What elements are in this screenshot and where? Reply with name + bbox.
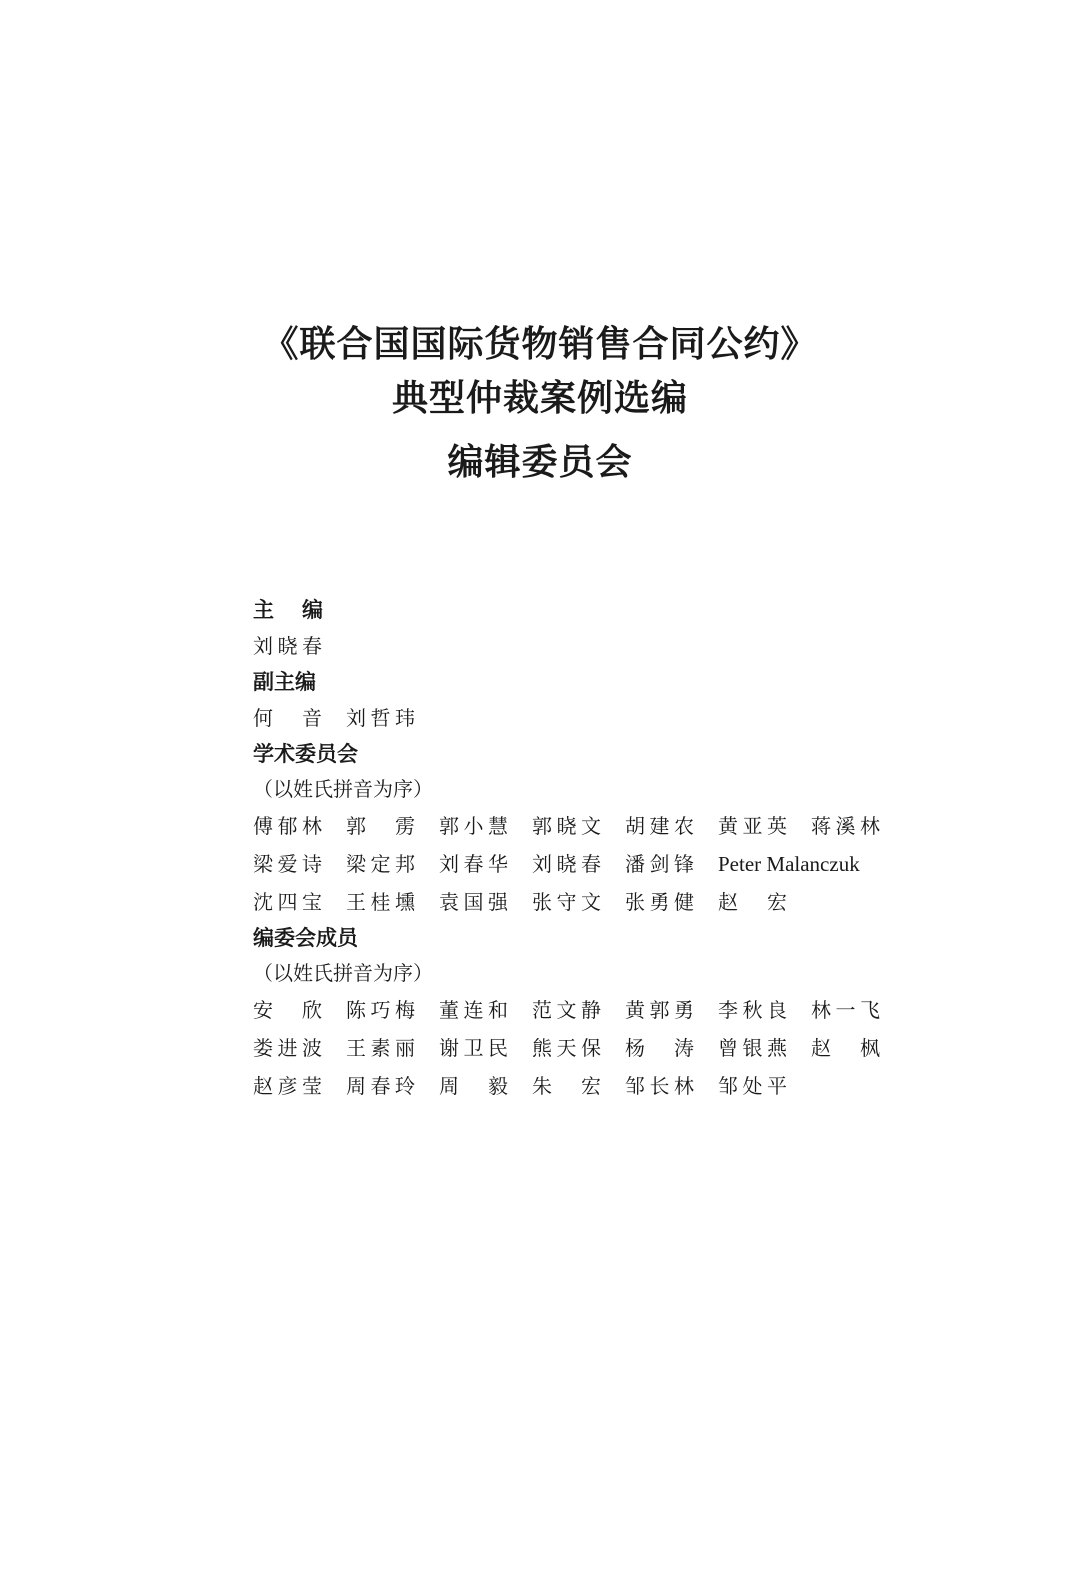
person-name: 郭雳 bbox=[346, 814, 416, 838]
person-name: 张守文 bbox=[532, 890, 602, 914]
person-name: 赵彦莹 bbox=[253, 1074, 323, 1098]
section-heading: 副主编 bbox=[253, 670, 316, 694]
title-line-3: 编辑委员会 bbox=[447, 442, 633, 483]
title-line-2: 典型仲裁案例选编 bbox=[391, 378, 688, 419]
person-name: 陈巧梅 bbox=[346, 998, 416, 1022]
person-name: 赵枫 bbox=[811, 1036, 881, 1060]
section-heading: 学术委员会 bbox=[253, 742, 358, 766]
person-name: 刘晓春 bbox=[253, 634, 323, 658]
person-name: 周毅 bbox=[439, 1074, 509, 1098]
person-name: 潘剑锋 bbox=[625, 852, 695, 876]
name-list bbox=[253, 699, 913, 737]
person-name: 杨涛 bbox=[625, 1036, 695, 1060]
person-name: 黄郭勇 bbox=[625, 998, 695, 1022]
name-list bbox=[253, 991, 913, 1105]
title-block bbox=[0, 318, 1080, 490]
person-name: 赵宏 bbox=[718, 890, 788, 914]
person-name: 袁国强 bbox=[439, 890, 509, 914]
person-name: 蒋溪林 bbox=[811, 814, 881, 838]
person-name: 范文静 bbox=[532, 998, 602, 1022]
committee-content bbox=[253, 593, 913, 1105]
name-list bbox=[253, 627, 913, 665]
person-name: 梁定邦 bbox=[346, 852, 416, 876]
person-name: 郭小慧 bbox=[439, 814, 509, 838]
person-name: 周春玲 bbox=[346, 1074, 416, 1098]
person-name: 娄进波 bbox=[253, 1036, 323, 1060]
person-name: 朱宏 bbox=[532, 1074, 602, 1098]
person-name: 林一飞 bbox=[811, 998, 881, 1022]
person-name: 刘哲玮 bbox=[346, 706, 416, 730]
person-name: 傅郁林 bbox=[253, 814, 323, 838]
person-name: 梁爱诗 bbox=[253, 852, 323, 876]
section-academic-committee bbox=[253, 737, 913, 921]
person-name: 张勇健 bbox=[625, 890, 695, 914]
person-name: 何音 bbox=[253, 706, 323, 730]
person-name: Peter Malanczuk bbox=[718, 852, 860, 876]
section-editor-in-chief bbox=[253, 593, 913, 665]
order-note: （以姓氏拼音为序） bbox=[253, 777, 433, 801]
person-name: 李秋良 bbox=[718, 998, 788, 1022]
person-name: 刘春华 bbox=[439, 852, 509, 876]
title-line-1: 《联合国国际货物销售合同公约》 bbox=[262, 324, 818, 365]
person-name: 刘晓春 bbox=[532, 852, 602, 876]
section-heading: 主编 bbox=[253, 598, 323, 622]
person-name: 邹长林 bbox=[625, 1074, 695, 1098]
person-name: 邹处平 bbox=[718, 1074, 788, 1098]
person-name: 王素丽 bbox=[346, 1036, 416, 1060]
person-name: 郭晓文 bbox=[532, 814, 602, 838]
section-deputy-editors bbox=[253, 665, 913, 737]
person-name: 胡建农 bbox=[625, 814, 695, 838]
section-editorial-members bbox=[253, 921, 913, 1105]
person-name: 曾银燕 bbox=[718, 1036, 788, 1060]
person-name: 董连和 bbox=[439, 998, 509, 1022]
person-name: 黄亚英 bbox=[718, 814, 788, 838]
section-heading: 编委会成员 bbox=[253, 926, 358, 950]
name-list bbox=[253, 807, 913, 921]
person-name: 熊天保 bbox=[532, 1036, 602, 1060]
person-name: 谢卫民 bbox=[439, 1036, 509, 1060]
person-name: 王桂壎 bbox=[346, 890, 416, 914]
person-name: 沈四宝 bbox=[253, 890, 323, 914]
order-note: （以姓氏拼音为序） bbox=[253, 961, 433, 985]
person-name: 安欣 bbox=[253, 998, 323, 1022]
